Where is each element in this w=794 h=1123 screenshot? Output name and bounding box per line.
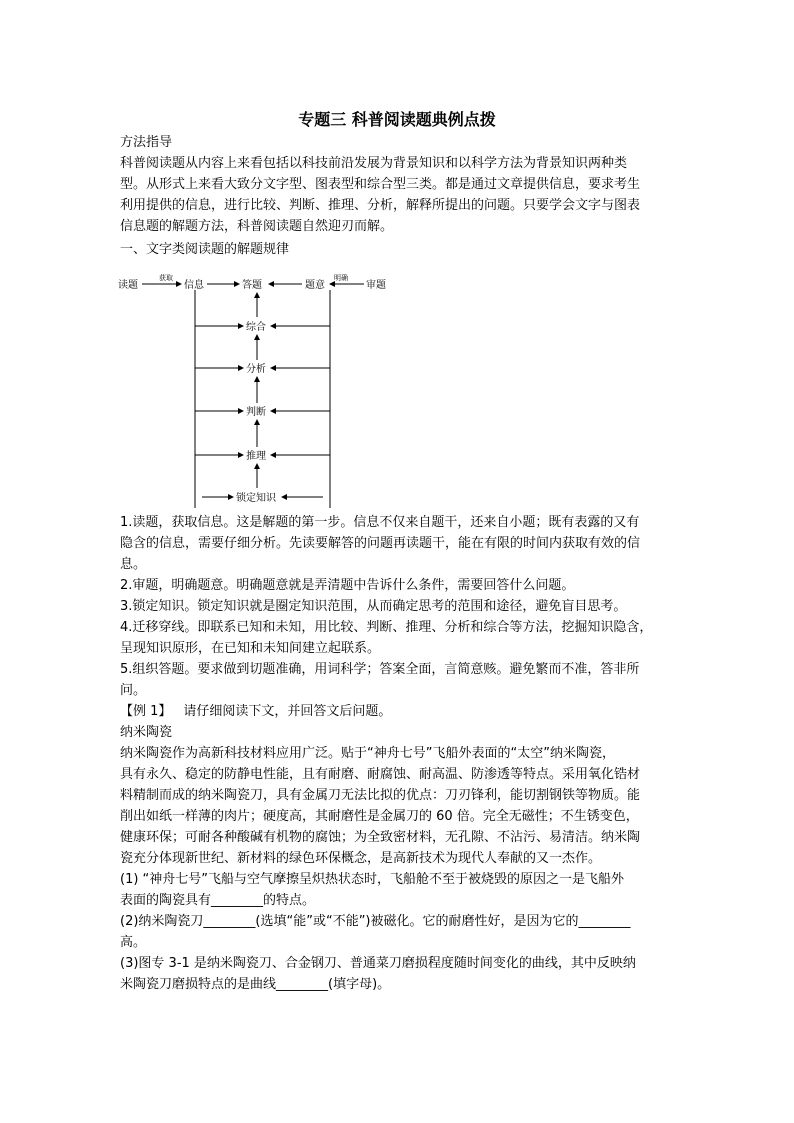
question-line: 表面的陶瓷具有________的特点。 [120,893,316,908]
step-line: 1.读题，获取信息。这是解题的第一步。信息不仅来自题干，还来自小题；既有表露的又有 [120,515,640,530]
problem-solving-flow-diagram [118,268,398,512]
step-line: 3.锁定知识。锁定知识就是圈定知识范围，从而确定思考的范围和途径，避免盲目思考。 [120,599,627,614]
step-line: 2.审题，明确题意。明确题意就是弄清题中告诉什么条件，需要回答什么问题。 [120,578,575,593]
article-title: 纳米陶瓷 [120,725,173,740]
example-header [120,702,680,722]
node-review: 审题 [366,280,386,291]
article-line: 瓷充分体现新世纪、新材料的绿色环保概念，是高新技术为现代人奉献的又一杰作。 [120,851,602,866]
step-line: 5.组织答题。要求做到切题准确，用词科学；答案全面，言简意赅。避免繁而不准，答非所 [120,662,640,677]
section-heading-text-rules: 一、文字类阅读题的解题规律 [120,242,290,257]
intro-line: 信息题的解题方法，科普阅读题自然迎刃而解。 [120,219,394,234]
node-judge: 判断 [246,407,266,418]
question-line: 米陶瓷刀磨损特点的是曲线________(填字母)。 [120,977,391,992]
step-line: 息。 [120,557,147,572]
step-line: 问。 [120,683,147,698]
article-line: 健康环保；可耐各种酸碱有机物的腐蚀；为全致密材料，无孔隙、不沾污、易清洁。纳米陶 [120,830,641,845]
node-infer: 推理 [246,451,266,462]
node-read: 读题 [118,280,138,291]
page-title: 专题三 科普阅读题典例点拨 [298,110,496,129]
node-question-meaning: 题意 [305,280,325,291]
node-lock-knowledge: 锁定知识 [236,493,276,504]
step-line: 4.迁移穿线。即联系已知和未知，用比较、判断、推理、分析和综合等方法，挖掘知识隐含， [120,620,653,635]
step-line: 呈现知识原形，在已知和未知间建立起联系。 [120,641,381,656]
article-line: 削出如纸一样薄的肉片；硬度高，其耐磨性是金属刀的 60 倍。完全无磁性；不生锈变色， [120,809,639,824]
intro-line: 科普阅读题从内容上来看包括以科技前沿发展为背景知识和以科学方法为背景知识两种类 [120,156,628,171]
article-line: 纳米陶瓷作为高新科技材料应用广泛。贴于“神舟七号”飞船外表面的“太空”纳米陶瓷， [120,746,615,761]
label-get: 获取 [159,274,173,282]
intro-line: 型。从形式上来看大致分文字型、图表型和综合型三类。都是通过文章提供信息，要求考生 [120,177,641,192]
intro-line: 利用提供的信息，进行比较、判断、推理、分析，解释所提出的问题。只要学会文字与图表 [120,198,641,213]
question-line: 高。 [120,935,147,950]
node-synthesize: 综合 [246,322,266,333]
node-answer: 答题 [242,280,262,291]
article-line: 具有永久、稳定的防静电性能，且有耐磨、耐腐蚀、耐高温、防渗透等特点。采用氧化锆材 [120,767,641,782]
node-info: 信息 [184,280,204,291]
question-line: (2)纳米陶瓷刀________(选填“能”或“不能”)被磁化。它的耐磨性好，是因为它的________ [120,914,631,929]
article-line: 料精制而成的纳米陶瓷刀，具有金属刀无法比拟的优点：刀刃锋利，能切割钢铁等物质。能 [120,788,641,803]
node-analyze: 分析 [246,364,266,375]
example-label: 【例 1】 [120,704,172,719]
question-line: (1) “神舟七号”飞船与空气摩擦呈炽热状态时，飞船舱不至于被烧毁的原因之一是飞船外 [120,872,625,887]
step-line: 隐含的信息，需要仔细分析。先读要解答的问题再读题干，能在有限的时间内获取有效的信 [120,536,641,551]
label-clarify: 明确 [334,274,348,282]
section-heading-method: 方法指导 [120,135,173,150]
question-line: (3)图专 3-1 是纳米陶瓷刀、合金钢刀、普通菜刀磨损程度随时间变化的曲线，其中反映纳 [120,956,636,971]
example-instruction: 请仔细阅读下文，并回答文后问题。 [183,704,392,719]
